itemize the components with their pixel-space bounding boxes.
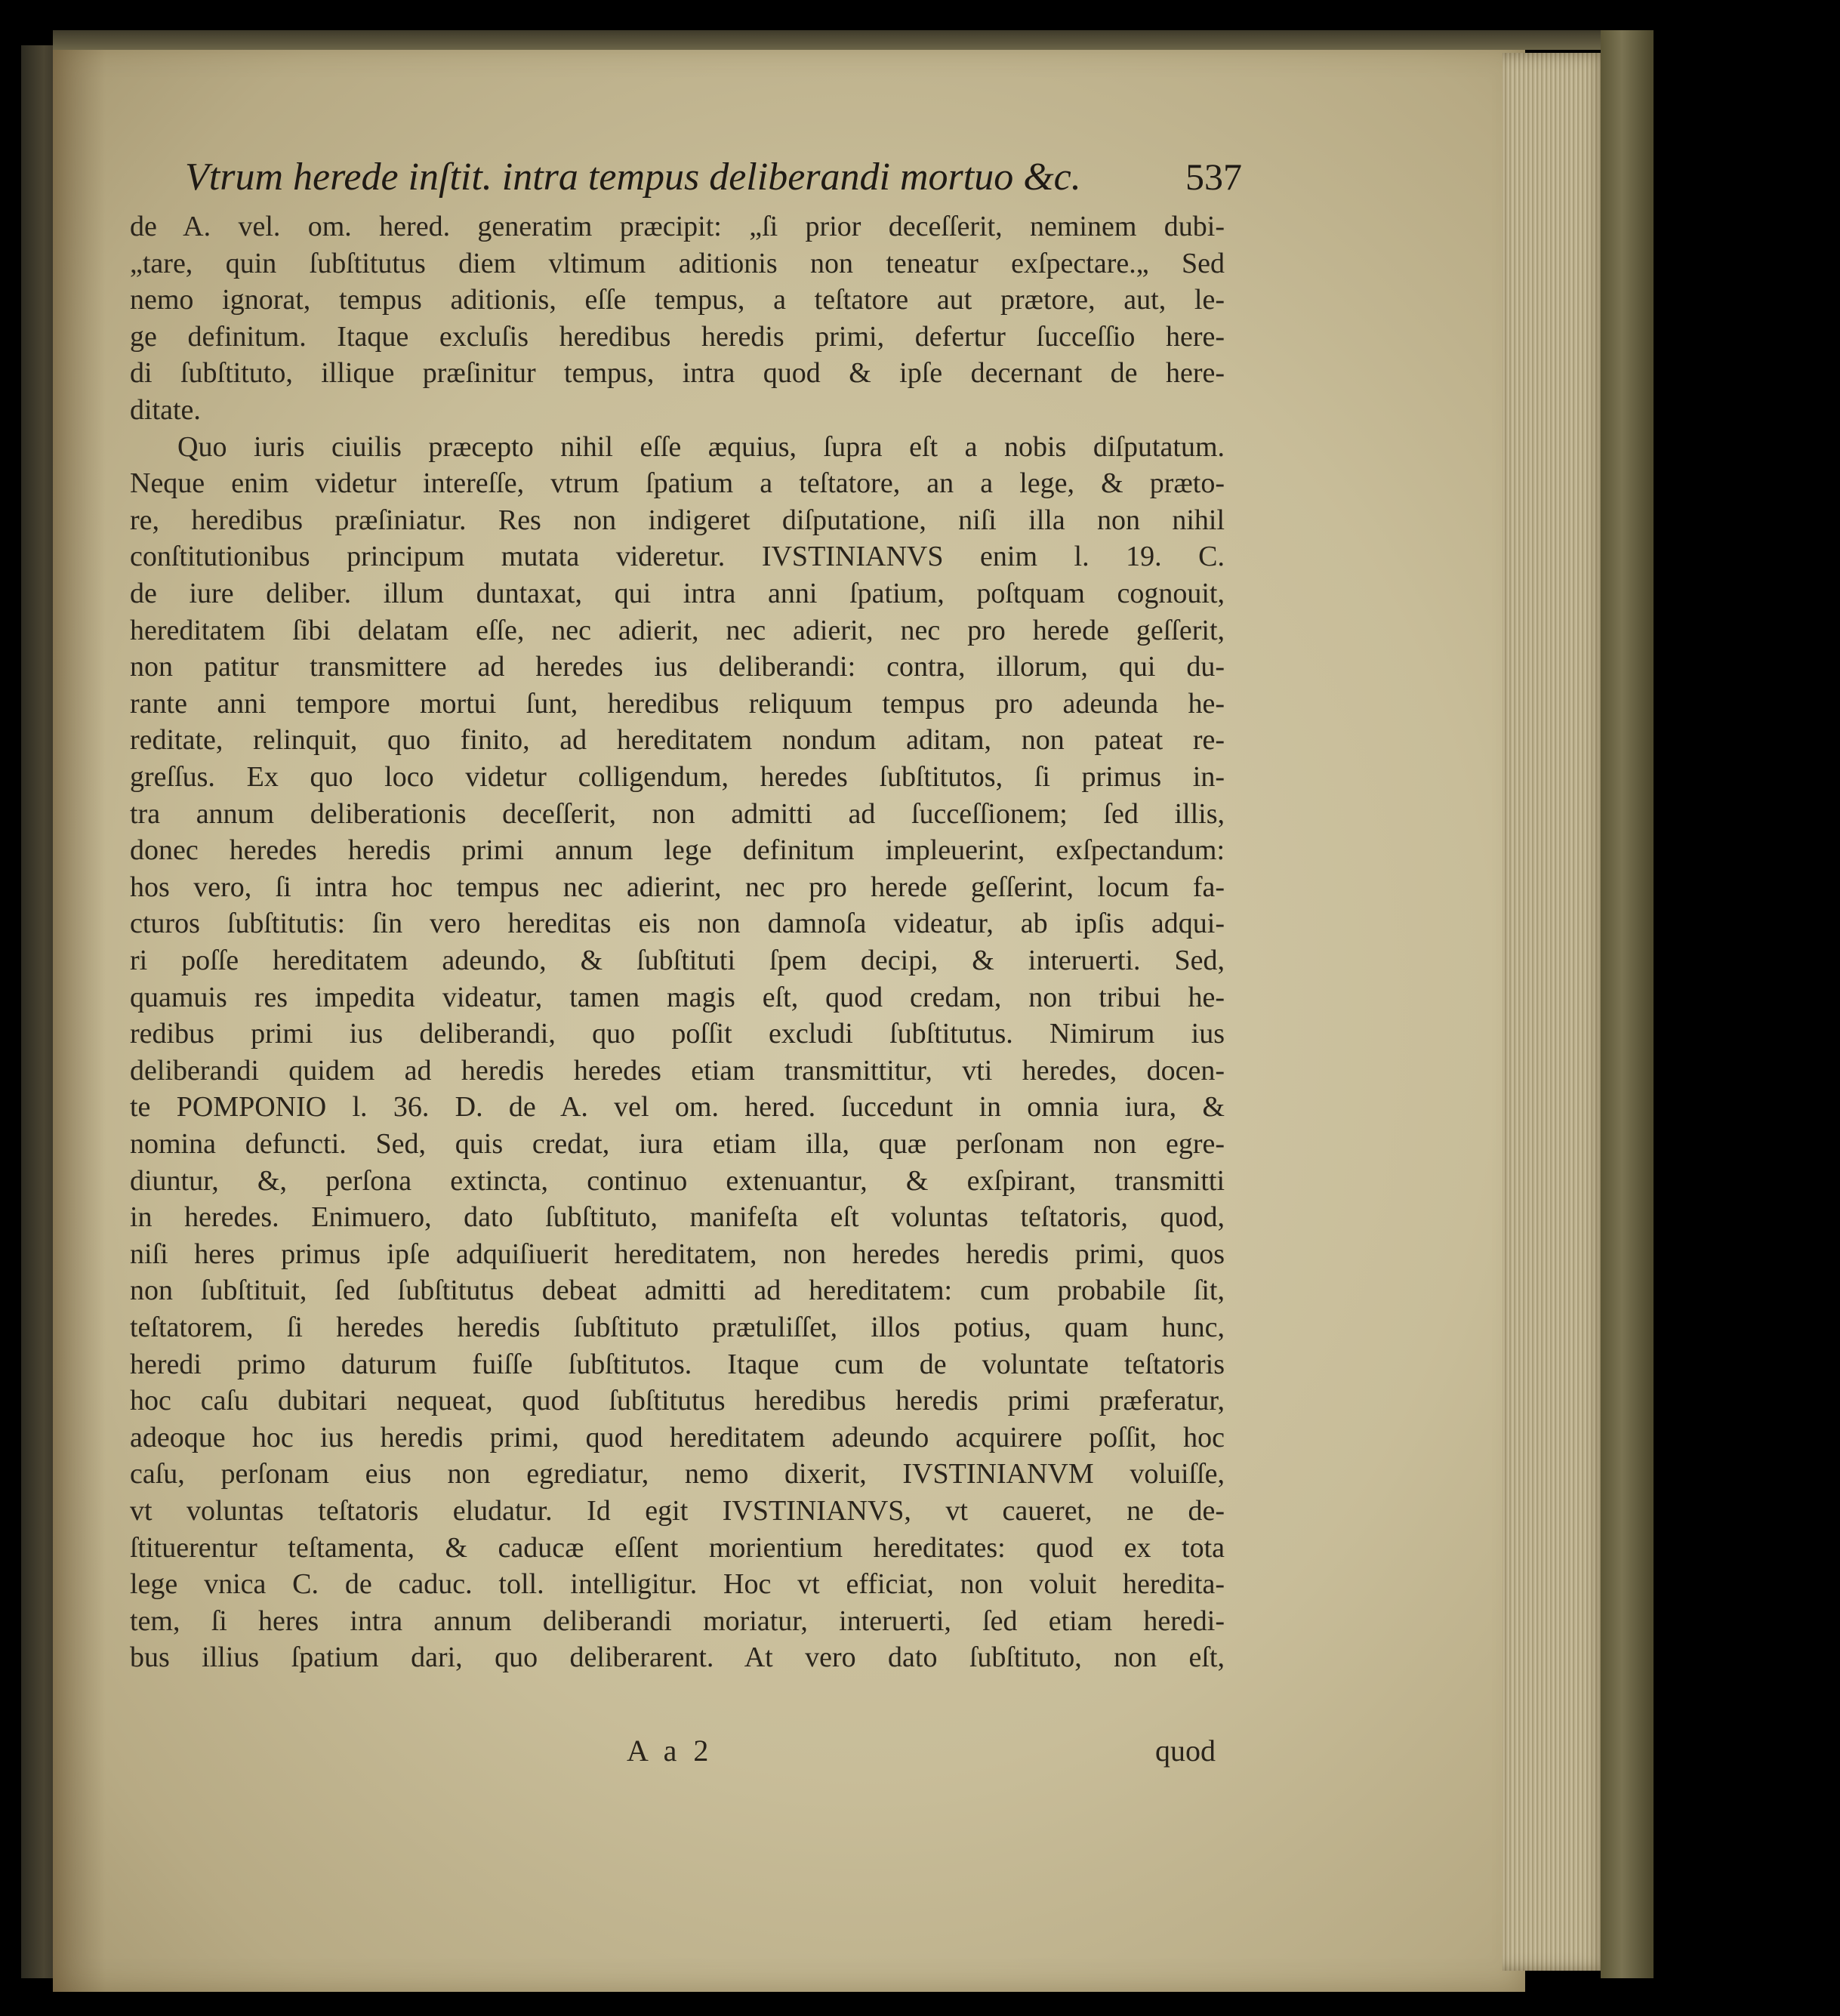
text-line: lege vnica C. de caduc. toll. intelligitur. Hoc vt efficiat, non voluit heredita- bbox=[130, 1568, 1225, 1601]
text-line: deliberandi quidem ad heredis heredes etiam transmittitur, vti heredes, docen- bbox=[130, 1054, 1225, 1087]
text-line: heredi primo daturum fuiſſe ſubſtitutos. Itaque cum de voluntate teſtatoris bbox=[130, 1348, 1225, 1380]
text-line: ſtituerentur teſtamenta, & caducæ eſſent morientium hereditates: quod ex tota bbox=[130, 1531, 1225, 1564]
text-line: hos vero, ſi intra hoc tempus nec adierint, nec pro herede geſſerint, locum fa- bbox=[130, 871, 1225, 903]
text-line: tra annum deliberationis deceſſerit, non admitti ad ſucceſſionem; ſed illis, bbox=[130, 797, 1225, 830]
text-line: non ſubſtituit, ſed ſubſtitutus debeat admitti ad hereditatem: cum probabile ſit, bbox=[130, 1275, 1225, 1307]
page-gutter-shadow bbox=[53, 44, 106, 1992]
text-line: ditate. bbox=[130, 394, 201, 426]
text-line: teſtatorem, ſi heredes heredis ſubſtituto prætuliſſet, illos potius, quam hunc, bbox=[130, 1312, 1225, 1343]
text-line: di ſubſtituto, illique præſinitur tempus, intra quod & ipſe decernant de here- bbox=[130, 357, 1225, 390]
top-board-edge bbox=[53, 30, 1646, 50]
text-line: tem, ſi heres intra annum deliberandi moriatur, interuerti, ſed etiam heredi- bbox=[130, 1604, 1225, 1637]
right-board-edge bbox=[1601, 30, 1654, 1978]
text-line: quamuis res impedita videatur, tamen magis eſt, quod credam, non tribui he- bbox=[130, 981, 1225, 1013]
text-line: niſi heres primus ipſe adquiſiuerit hereditatem, non heredes heredis primi, quos bbox=[130, 1238, 1225, 1270]
text-line: conſtitutionibus principum mutata videretur. IVSTINIANVS enim l. 19. C. bbox=[130, 541, 1225, 573]
text-line: reditate, relinquit, quo finito, ad hereditatem nondum aditam, non pateat re- bbox=[130, 724, 1225, 757]
text-line: Quo iuris ciuilis præcepto nihil eſſe æquius, ſupra eſt a nobis diſputatum. bbox=[177, 430, 1225, 463]
text-line: non patitur transmittere ad heredes ius deliberandi: contra, illorum, qui du- bbox=[130, 651, 1225, 683]
text-line: bus illius ſpatium dari, quo deliberarent. At vero dato ſubſtituto, non eſt, bbox=[130, 1641, 1225, 1674]
text-line: ri poſſe hereditatem adeundo, & ſubſtituti ſpem decipi, & interuerti. Sed, bbox=[130, 945, 1225, 976]
text-line: ge definitum. Itaque excluſis heredibus heredis primi, defertur ſucceſſio here- bbox=[130, 320, 1225, 353]
page-number: 537 bbox=[1185, 156, 1242, 198]
text-line: cturos ſubſtitutis: ſin vero hereditas eis non damnoſa videatur, ab ipſis adqui- bbox=[130, 908, 1225, 940]
text-line: diuntur, &, perſona extincta, continuo extenuantur, & exſpirant, transmitti bbox=[130, 1164, 1225, 1197]
text-line: in heredes. Enimuero, dato ſubſtituto, manifeſta eſt voluntas teſtatoris, quod, bbox=[130, 1201, 1225, 1234]
signature-mark: A a 2 bbox=[627, 1734, 714, 1768]
text-line: te POMPONIO l. 36. D. de A. vel om. hered. ſuccedunt in omnia iura, & bbox=[130, 1091, 1225, 1124]
text-line: Neque enim videtur intereſſe, vtrum ſpatium a teſtatore, an a lege, & præto- bbox=[130, 467, 1225, 500]
text-line: caſu, perſonam eius non egrediatur, nemo dixerit, IVSTINIANVM voluiſſe, bbox=[130, 1458, 1225, 1490]
running-header bbox=[185, 155, 1242, 211]
text-line: „tare, quin ſubſtitutus diem vltimum aditionis non teneatur exſpectare.„ Sed bbox=[130, 247, 1225, 279]
text-line: nemo ignorat, tempus aditionis, eſſe tempus, a teſtatore aut prætore, aut, le- bbox=[130, 284, 1225, 316]
text-line: vt voluntas teſtatoris eludatur. Id egit IVSTINIANVS, vt caueret, ne de- bbox=[130, 1495, 1225, 1527]
text-line: redibus primi ius deliberandi, quo poſſit excludi ſubſtitutus. Nimirum ius bbox=[130, 1018, 1225, 1050]
text-line: de iure deliber. illum duntaxat, qui intra anni ſpatium, poſtquam cognouit, bbox=[130, 578, 1225, 609]
text-line: nomina defuncti. Sed, quis credat, iura etiam illa, quæ perſonam non egre- bbox=[130, 1128, 1225, 1160]
text-line: hoc caſu dubitari nequeat, quod ſubſtitutus heredibus heredis primi præferatur, bbox=[130, 1385, 1225, 1417]
running-title: Vtrum herede inſtit. intra tempus deliberandi mortuo &c. bbox=[185, 156, 1081, 199]
page-fore-edge bbox=[1503, 53, 1608, 1971]
text-line: de A. vel. om. hered. generatim præcipit: „ſi prior deceſſerit, neminem dubi- bbox=[130, 211, 1225, 242]
text-line: donec heredes heredis primi annum lege definitum impleuerint, exſpectandum: bbox=[130, 834, 1225, 867]
text-line: re, heredibus præſiniatur. Res non indigeret diſputatione, niſi illa non nihil bbox=[130, 504, 1225, 536]
text-line: greſſus. Ex quo loco videtur colligendum, heredes ſubſtitutos, ſi primus in- bbox=[130, 761, 1225, 793]
catchword: quod bbox=[1155, 1734, 1216, 1768]
text-line: rante anni tempore mortui ſunt, heredibus reliquum tempus pro adeunda he- bbox=[130, 687, 1225, 720]
text-line: adeoque hoc ius heredis primi, quod hereditatem adeundo acquirere poſſit, hoc bbox=[130, 1421, 1225, 1453]
text-line: hereditatem ſibi delatam eſſe, nec adierit, nec adierit, nec pro herede geſſerit, bbox=[130, 614, 1225, 646]
